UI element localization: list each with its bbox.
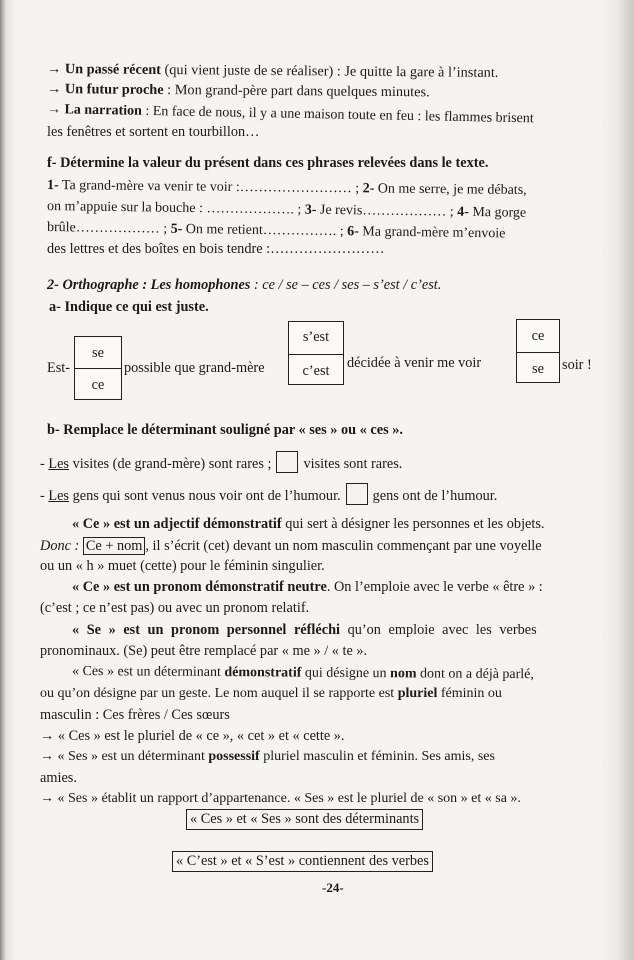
ce-nom-box: Ce + nom — [83, 537, 146, 555]
rule-ses-cont: amies. — [40, 770, 77, 786]
choice-option[interactable]: ce — [531, 328, 545, 344]
sentence-start: Est- — [47, 360, 71, 376]
choice-option[interactable]: se — [532, 361, 544, 377]
section-f-line-2: on m’appuie sur la bouche : ………………. ; 3- Je revis……………… ; 4- Ma gorge — [46, 199, 527, 221]
choice-box-ce-se[interactable] — [74, 336, 122, 400]
rule-ces-pluriel: → « Ces » est le pluriel de « ce », « cet » et « cette ». — [40, 728, 345, 744]
exercise-b-line-2: - Les gens qui sont venus nous voir ont de l’humour. gens ont de l’humour. — [40, 483, 497, 506]
rule-ce-cette: ou un « h » muet (cette) pour le féminin singulier. — [40, 558, 325, 574]
rule-ces: « Ces » est un déterminant démonstratif qui désigne un nom dont on a déjà parlé, — [71, 664, 534, 683]
rule-ses: → « Ses » est un déterminant possessif pluriel masculin et féminin. Ses amis, ses — [40, 749, 495, 764]
section-f-title: f- Détermine la valeur du présent dans ces phrases relevées dans le texte. — [47, 155, 489, 171]
rule-ce-pronom: « Ce » est un pronom démonstratif neutre. On l’emploie avec le verbe « être » : — [72, 579, 543, 595]
rule-se: « Se » est un pronom personnel réfléchi qu’on emploie avec les verbes — [72, 622, 537, 638]
section-2-title: 2- Orthographe : Les homophones : ce / se – ces / ses – s’est / c’est. — [47, 277, 442, 293]
tense-near-future: → Un futur proche : Mon grand-père part dans quelques minutes. — [46, 81, 430, 101]
summary-box-determinants: « Ces » et « Ses » sont des déterminants — [186, 809, 423, 830]
rule-ses-appartenance: → « Ses » établit un rapport d’appartenance. « Ses » est le pluriel de « son » et « sa ». — [40, 791, 521, 806]
sentence-end: soir ! — [562, 357, 592, 373]
answer-box[interactable] — [346, 483, 368, 505]
tense-narration: → La narration : En face de nous, il y a une maison toute en feu : les flammes brisent — [46, 102, 534, 127]
tense-narration-cont: les fenêtres et sortent en tourbillon… — [47, 124, 260, 140]
rule-ce-pronom-cont: (c’est ; ce n’est pas) ou avec un pronom relatif. — [40, 600, 310, 616]
sentence-middle-2: décidée à venir me voir — [347, 355, 482, 371]
sentence-middle-1: possible que grand-mère — [124, 360, 265, 376]
choice-box-ce-se-2[interactable] — [516, 319, 560, 383]
summary-box-verbes: « C’est » et « S’est » contiennent des verbes — [172, 851, 433, 872]
choice-option[interactable]: c’est — [302, 363, 330, 379]
section-f-line-1: 1- Ta grand-mère va venir te voir :…………………… ; 2- On me serre, je me débats, — [46, 178, 527, 199]
choice-option[interactable]: ce — [91, 377, 105, 393]
answer-box[interactable] — [276, 451, 298, 473]
section-2b-title: b- Remplace le déterminant souligné par « ses » ou « ces ». — [47, 422, 403, 438]
rule-ces-cont: ou qu’on désigne par un geste. Le nom auquel il se rapporte est pluriel féminin ou — [40, 686, 502, 701]
page-number: -24- — [322, 880, 344, 895]
section-f-line-4: des lettres et des boîtes en bois tendre :…………………… — [47, 241, 385, 257]
rule-ce-donc: Donc : Ce + nom , il s’écrit (cet) devant un nom masculin commençant par une voyelle — [40, 538, 542, 554]
tense-recent-past: → Un passé récent (qui vient juste de se réaliser) : Je quitte la gare à l’instant. — [46, 61, 499, 81]
exercise-b-line-1: - Les visites (de grand-mère) sont rares ; visites sont rares. — [40, 451, 402, 474]
rule-se-cont: pronominaux. (Se) peut être remplacé par « me » / « te ». — [40, 643, 368, 659]
section-f-line-3: brûle……………… ; 5- On me retient……………. ; 6- Ma grand-mère m’envoie — [46, 220, 506, 242]
rule-ce-adjectif: « Ce » est un adjectif démonstratif qui sert à désigner les personnes et les objets. — [72, 516, 545, 532]
rule-ces-example: masculin : Ces frères / Ces sœurs — [40, 707, 230, 723]
choice-option[interactable]: s’est — [302, 329, 330, 345]
choice-box-sest-cest[interactable] — [288, 321, 344, 385]
choice-option[interactable]: se — [92, 345, 104, 361]
section-2a-title: a- Indique ce qui est juste. — [49, 299, 209, 315]
